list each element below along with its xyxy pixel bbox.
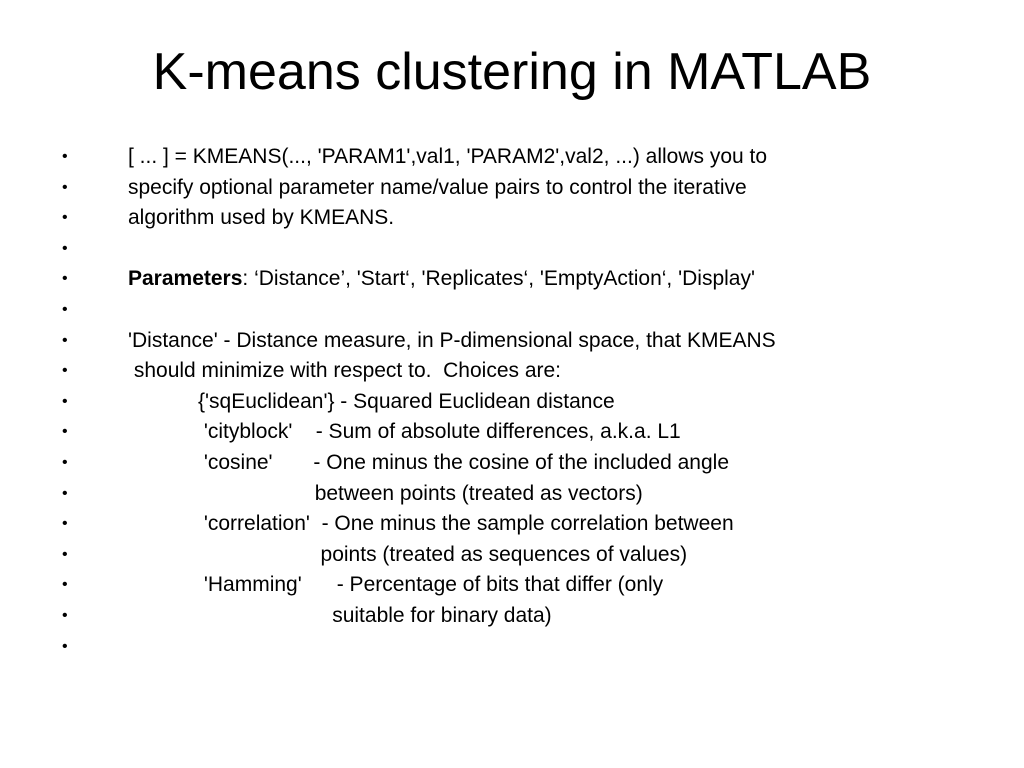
bullet-dot-icon: • <box>62 392 68 410</box>
bullet-dot-icon: • <box>62 637 68 655</box>
bullet-dot-icon: • <box>62 606 68 624</box>
bullet-item <box>0 540 1024 571</box>
bullet-text: between points (treated as vectors) <box>128 481 643 505</box>
bullet-text: 'cityblock' - Sum of absolute differences, a.k.a. L1 <box>128 420 681 444</box>
bullet-dot-icon: • <box>62 209 68 227</box>
bullet-item <box>0 234 1024 265</box>
bullet-item <box>0 264 1024 295</box>
bullet-text: suitable for binary data) <box>128 603 552 627</box>
bullet-dot-icon: • <box>62 545 68 563</box>
bullet-item <box>0 326 1024 357</box>
bullet-text: 'Hamming' - Percentage of bits that differ (only <box>128 573 664 597</box>
bullet-dot-icon: • <box>62 178 68 196</box>
bullet-item <box>0 509 1024 540</box>
bullet-dot-icon: • <box>62 423 68 441</box>
bullet-dot-icon: • <box>62 453 68 471</box>
bullet-text: points (treated as sequences of values) <box>128 542 688 566</box>
bullet-item <box>0 387 1024 418</box>
bullet-item <box>0 570 1024 601</box>
bullet-dot-icon: • <box>62 576 68 594</box>
bullet-item <box>0 203 1024 234</box>
bullet-text: [ ... ] = KMEANS(..., 'PARAM1',val1, 'PARAM2',val2, ...) allows you to <box>128 145 768 168</box>
bullet-item <box>0 632 1024 663</box>
bullet-item <box>0 601 1024 632</box>
bullet-text: 'Distance' - Distance measure, in P-dimensional space, that KMEANS <box>128 328 776 352</box>
bullet-item <box>0 356 1024 387</box>
bullet-dot-icon: • <box>62 239 68 257</box>
slide-title: K-means clustering in MATLAB <box>152 43 872 101</box>
bullet-dot-icon: • <box>62 300 68 318</box>
bullet-text <box>128 264 755 294</box>
bullet-item <box>0 295 1024 326</box>
bullet-rest-text: : ‘Distance’, 'Start‘, 'Replicates‘, 'EmptyAction‘, 'Display' <box>242 267 755 291</box>
bullet-text: 'cosine' - One minus the cosine of the included angle <box>128 450 730 474</box>
bullet-dot-icon: • <box>62 331 68 349</box>
bullet-list <box>0 142 1024 662</box>
bullet-item <box>0 479 1024 510</box>
bullet-text: 'correlation' - One minus the sample correlation between <box>128 512 734 536</box>
bullet-dot-icon: • <box>62 148 68 165</box>
bullet-dot-icon: • <box>62 515 68 533</box>
bullet-dot-icon: • <box>62 362 68 380</box>
bullet-text: specify optional parameter name/value pairs to control the iterative <box>128 175 747 199</box>
bullet-dot-icon: • <box>62 270 68 288</box>
bullet-text: algorithm used by KMEANS. <box>128 206 395 230</box>
bullet-item <box>0 142 1024 173</box>
bullet-bold-label: Parameters <box>128 267 243 291</box>
bullet-item <box>0 417 1024 448</box>
bullet-text: should minimize with respect to. Choices are: <box>128 359 562 383</box>
bullet-item <box>0 448 1024 479</box>
bullet-dot-icon: • <box>62 484 68 502</box>
bullet-text: {'sqEuclidean'} - Squared Euclidean distance <box>128 389 615 413</box>
bullet-item <box>0 173 1024 204</box>
